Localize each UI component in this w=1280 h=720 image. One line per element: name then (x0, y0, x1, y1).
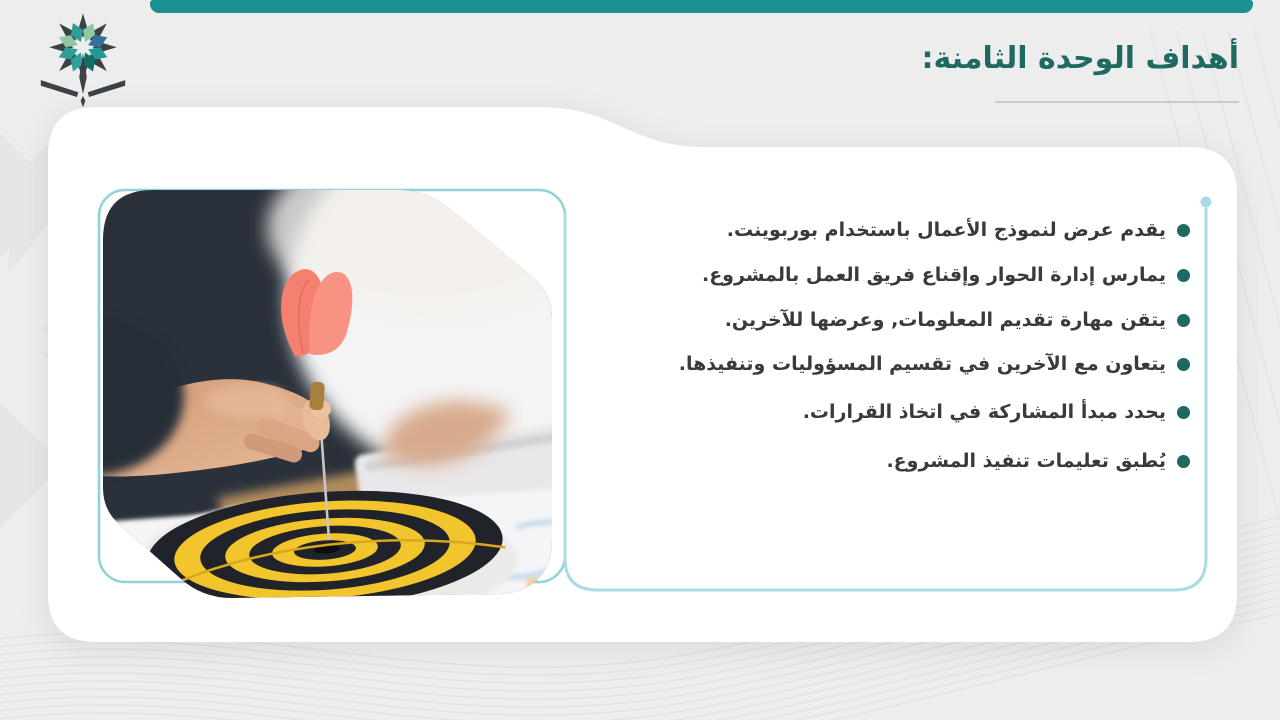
bullet-icon (1177, 358, 1190, 371)
bullet-icon (1177, 224, 1190, 237)
page-title: أهداف الوحدة الثامنة: (921, 41, 1239, 76)
objectives-list (630, 0, 1190, 720)
dart-photo-illustration (97, 188, 567, 603)
objective-text: يُطبق تعليمات تنفيذ المشروع. (886, 450, 1166, 472)
bullet-icon (1177, 406, 1190, 419)
objective-item (886, 448, 1190, 474)
bullet-icon (1177, 269, 1190, 282)
frame-cap-dot (1201, 197, 1212, 208)
objective-text: يتعاون مع الآخرين في تقسيم المسؤوليات وتنفيذها. (678, 353, 1166, 375)
objective-item (702, 262, 1190, 288)
objective-item (803, 399, 1190, 425)
objective-text: يتقن مهارة تقديم المعلومات, وعرضها للآخرين. (724, 309, 1166, 331)
objective-item (725, 307, 1190, 333)
objective-text: يحدد مبدأ المشاركة في اتخاذ القرارات. (802, 401, 1166, 423)
objective-item (727, 217, 1190, 243)
objective-item (679, 351, 1190, 377)
objective-text: يقدم عرض لنموذج الأعمال باستخدام بوربوينت. (726, 219, 1166, 241)
photo-dart-target (97, 188, 567, 603)
objective-text: يمارس إدارة الحوار وإقناع فريق العمل بالمشروع. (701, 264, 1166, 286)
bullet-icon (1177, 314, 1190, 327)
bullet-icon (1177, 455, 1190, 468)
